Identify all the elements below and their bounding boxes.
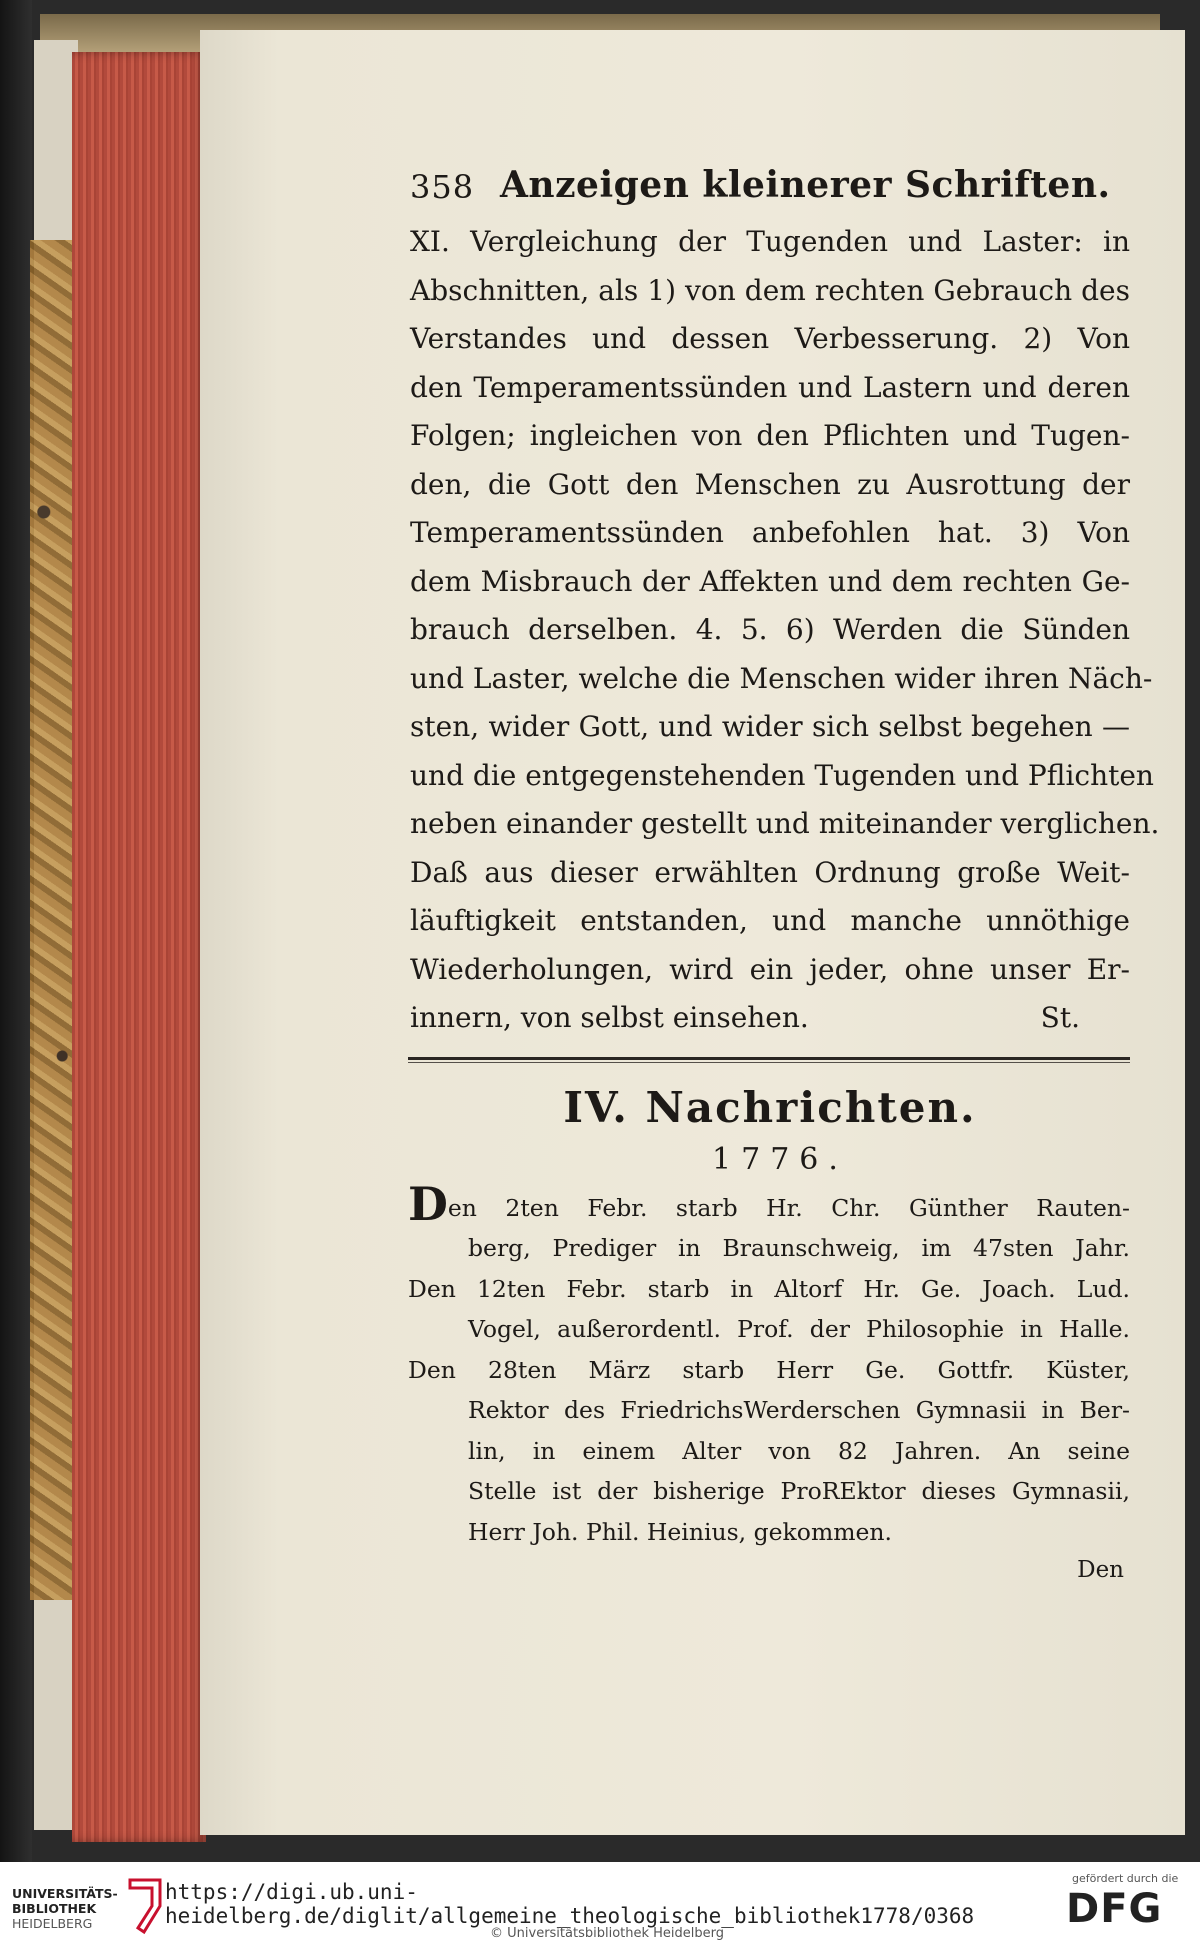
entry-line: Herr Joh. Phil. Heinius, gekommen. [468, 1517, 893, 1546]
closing-text: innern, von selbst einsehen. [410, 1001, 809, 1034]
text-line: XI. Vergleichung der Tugenden und Laster: in [410, 225, 1130, 258]
entry-line: Den 28ten März starb Herr Ge. Gottfr. Küster, [408, 1355, 1130, 1384]
library-name-line: HEIDELBERG [12, 1916, 93, 1931]
running-title: Anzeigen kleinerer Schriften. [500, 164, 1111, 206]
entry-text: en 2ten Febr. starb Hr. Chr. Günther Rauten- [447, 1193, 1130, 1222]
catchword: Den [1077, 1557, 1124, 1583]
text-line-last [410, 994, 1130, 1043]
drop-initial: D [408, 1176, 448, 1231]
section-year: 1776. [712, 1141, 848, 1177]
section-heading: IV. Nachrichten. [563, 1082, 977, 1132]
copyright-notice: © Universitätsbibliothek Heidelberg [490, 1926, 725, 1941]
text-line: neben einander gestellt und miteinander verglichen. [410, 807, 1160, 840]
page-number: 358 [410, 168, 475, 206]
library-logo[interactable] [12, 1886, 118, 1931]
text-line: und Laster, welche die Menschen wider ihren Näch- [410, 661, 1153, 695]
library-name-line: UNIVERSITÄTS- [12, 1886, 118, 1901]
entry-line [408, 1176, 1130, 1231]
running-head [410, 158, 1130, 210]
library-name-line: BIBLIOTHEK [12, 1901, 97, 1916]
text-line: Verstandes und dessen Verbesserung. 2) Von [410, 322, 1130, 355]
text-line: Abschnitten, als 1) von dem rechten Gebrauch des [410, 273, 1130, 307]
entry-line: Rektor des FriedrichsWerderschen Gymnasii in Ber- [468, 1396, 1130, 1424]
news-entries [408, 1176, 1130, 1589]
red-page-edges [72, 52, 206, 1842]
text-line: Temperamentssünden anbefohlen hat. 3) Von [410, 516, 1130, 549]
funder-caption: gefördert durch die [1072, 1872, 1179, 1885]
entry-line: lin, in einem Alter von 82 Jahren. An seine [468, 1436, 1130, 1465]
scan-background [0, 0, 32, 1862]
text-line: dem Misbrauch der Affekten und dem rechten Ge- [410, 564, 1130, 598]
entry-line: Den 12ten Febr. starb in Altorf Hr. Ge. Joach. Lud. [408, 1274, 1130, 1303]
text-line: den Temperamentssünden und Lastern und deren [410, 370, 1130, 404]
text-line: und die entgegenstehenden Tugenden und Pflichten [410, 758, 1154, 792]
page-text [408, 158, 1160, 1588]
section-divider [408, 1057, 1130, 1060]
permalink-url[interactable]: https://digi.ub.uni-heidelberg.de/diglit/allgemeine_theologische_bibliothek1778/0368 [165, 1880, 975, 1928]
viewer-footer [0, 1862, 1200, 1951]
reviewer-signature: St. [1040, 1001, 1080, 1034]
text-line: läuftigkeit entstanden, und manche unnöthige [410, 904, 1130, 937]
review-paragraph [410, 218, 1160, 1043]
text-line: sten, wider Gott, und wider sich selbst begehen — [410, 710, 1130, 743]
text-line: Folgen; ingleichen von den Pflichten und Tugen- [410, 419, 1130, 452]
text-line: Daß aus dieser erwählten Ordnung große Weit- [410, 855, 1130, 889]
text-line: Wiederholungen, wird ein jeder, ohne unser Er- [410, 952, 1130, 986]
entry-line: Stelle ist der bisherige ProREktor dieses Gymnasii, [468, 1477, 1130, 1505]
entry-line: berg, Prediger in Braunschweig, im 47sten Jahr. [468, 1234, 1130, 1262]
text-line: brauch derselben. 4. 5. 6) Werden die Sünden [410, 613, 1130, 646]
entry-line: Vogel, außerordentl. Prof. der Philosophie in Halle. [468, 1315, 1130, 1343]
dfg-logo[interactable]: DFG [1066, 1886, 1163, 1932]
library-mark-icon [124, 1876, 166, 1936]
marbled-endpaper [30, 240, 76, 1600]
text-line: den, die Gott den Menschen zu Ausrottung der [410, 467, 1130, 501]
